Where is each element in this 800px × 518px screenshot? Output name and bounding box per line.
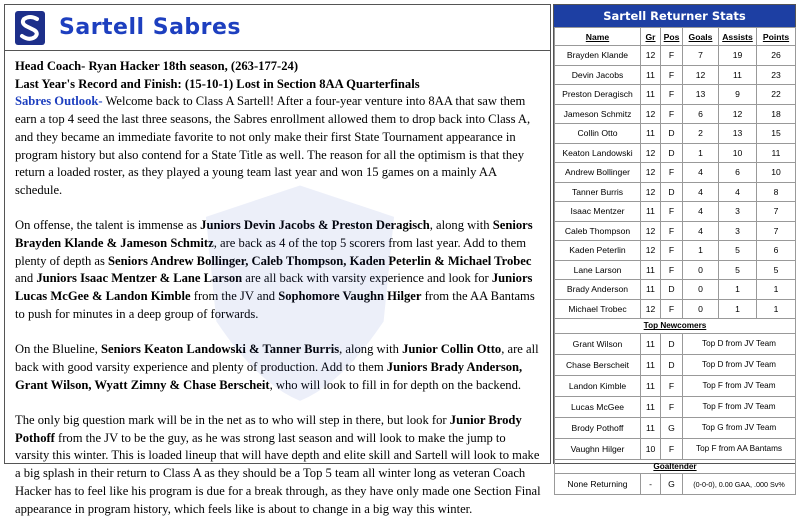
player-points: 22 bbox=[757, 85, 796, 105]
player-position: F bbox=[661, 241, 683, 261]
player-assists: 4 bbox=[719, 182, 757, 202]
offense-segment: Juniors Isaac Mentzer & Lane Larson bbox=[36, 271, 243, 286]
newcomer-row bbox=[555, 438, 796, 459]
goaltender-section-label: Goaltender bbox=[555, 459, 796, 474]
goaltender-note: (0-0-0), 0.00 GAA, .000 Sv% bbox=[683, 474, 796, 495]
outlook-text: Welcome back to Class A Sartell! After a four-year venture into 8AA that saw them earn a top 4 seed the last three seasons, the Sabres enrollment allowed them to drop back into Class A, and they became an immediate favorite to not only make their first State Tournament appearance in program history but also contend for a State Title as well. The reason for all the optimism is that they return a loaded roster, as they played a young team last year and won 15 games on a mainly AA schedule. bbox=[15, 94, 531, 197]
player-goals: 4 bbox=[683, 182, 719, 202]
newcomer-note: Top F from JV Team bbox=[683, 375, 796, 396]
record-line: Last Year's Record and Finish: (15-10-1) Lost in Section 8AA Quarterfinals bbox=[15, 76, 420, 91]
blueline-segment: On the Blueline, bbox=[15, 342, 102, 357]
newcomer-position: D bbox=[661, 354, 683, 375]
newcomer-row bbox=[555, 333, 796, 354]
newcomer-grade: 11 bbox=[641, 354, 661, 375]
player-assists: 5 bbox=[719, 241, 757, 261]
player-points: 15 bbox=[757, 124, 796, 144]
player-grade: 11 bbox=[641, 202, 661, 222]
article-body bbox=[5, 51, 550, 518]
player-position: F bbox=[661, 65, 683, 85]
col-position: Pos bbox=[661, 28, 683, 46]
player-grade: 12 bbox=[641, 104, 661, 124]
newcomer-name: Landon Kimble bbox=[555, 375, 641, 396]
goalie-segment: Junior Brody Pothoff bbox=[15, 413, 522, 445]
offense-segment: , along with bbox=[429, 218, 493, 233]
newcomer-row bbox=[555, 375, 796, 396]
goalie-segment: The only big question mark will be in the net as to who will step in there, but look for bbox=[15, 413, 450, 428]
offense-segment: Juniors Devin Jacobs & Preston Deragisch bbox=[200, 218, 430, 233]
returner-row bbox=[555, 104, 796, 124]
player-position: F bbox=[661, 104, 683, 124]
newcomer-name: Vaughn Hilger bbox=[555, 438, 641, 459]
player-name: Lane Larson bbox=[555, 260, 641, 280]
player-name: Jameson Schmitz bbox=[555, 104, 641, 124]
player-assists: 12 bbox=[719, 104, 757, 124]
returner-row bbox=[555, 202, 796, 222]
stats-title: Sartell Returner Stats bbox=[554, 5, 795, 27]
newcomers-section bbox=[555, 319, 796, 334]
player-grade: 12 bbox=[641, 163, 661, 183]
newcomer-note: Top F from AA Bantams bbox=[683, 438, 796, 459]
newcomer-name: Lucas McGee bbox=[555, 396, 641, 417]
newcomer-note: Top F from JV Team bbox=[683, 396, 796, 417]
player-points: 23 bbox=[757, 65, 796, 85]
goaltender-name: None Returning bbox=[555, 474, 641, 495]
player-goals: 0 bbox=[683, 260, 719, 280]
player-points: 26 bbox=[757, 46, 796, 66]
blueline-segment: Seniors Keaton Landowski & Tanner Burris bbox=[101, 342, 340, 357]
returner-row bbox=[555, 260, 796, 280]
player-points: 5 bbox=[757, 260, 796, 280]
player-name: Caleb Thompson bbox=[555, 221, 641, 241]
player-assists: 5 bbox=[719, 260, 757, 280]
offense-segment: Seniors Andrew Bollinger, Caleb Thompson, Kaden Peterlin & Michael Trobec bbox=[108, 253, 532, 268]
offense-segment: On offense, the talent is immense as bbox=[15, 218, 201, 233]
newcomer-row bbox=[555, 417, 796, 438]
player-goals: 0 bbox=[683, 299, 719, 319]
blueline-segment: , who will look to fill in for depth on the backend. bbox=[269, 377, 522, 392]
newcomer-note: Top D from JV Team bbox=[683, 333, 796, 354]
goaltender-section bbox=[555, 459, 796, 474]
player-grade: 12 bbox=[641, 182, 661, 202]
blueline-segment: Juniors Brady Anderson, Grant Wilson, Wyatt Zimny & Chase Berscheit bbox=[15, 359, 523, 392]
player-goals: 13 bbox=[683, 85, 719, 105]
article-panel bbox=[4, 4, 551, 516]
team-title: Sartell Sabres bbox=[59, 15, 242, 40]
player-points: 11 bbox=[757, 143, 796, 163]
player-goals: 4 bbox=[683, 221, 719, 241]
player-points: 18 bbox=[757, 104, 796, 124]
player-position: F bbox=[661, 85, 683, 105]
player-name: Andrew Bollinger bbox=[555, 163, 641, 183]
outlook-paragraph bbox=[15, 93, 542, 199]
player-grade: 11 bbox=[641, 124, 661, 144]
stats-table bbox=[554, 27, 796, 495]
player-grade: 12 bbox=[641, 241, 661, 261]
player-name: Keaton Landowski bbox=[555, 143, 641, 163]
returner-row bbox=[555, 124, 796, 144]
player-goals: 1 bbox=[683, 241, 719, 261]
returner-row bbox=[555, 65, 796, 85]
player-name: Devin Jacobs bbox=[555, 65, 641, 85]
player-assists: 3 bbox=[719, 221, 757, 241]
player-grade: 12 bbox=[641, 299, 661, 319]
player-points: 7 bbox=[757, 202, 796, 222]
newcomer-note: Top D from JV Team bbox=[683, 354, 796, 375]
newcomer-grade: 10 bbox=[641, 438, 661, 459]
article-header bbox=[5, 5, 550, 51]
goaltender-position: G bbox=[661, 474, 683, 495]
offense-segment: Seniors Brayden Klande & Jameson Schmitz bbox=[15, 218, 533, 251]
returner-row bbox=[555, 221, 796, 241]
player-position: F bbox=[661, 221, 683, 241]
newcomer-grade: 11 bbox=[641, 375, 661, 396]
offense-segment: , are back as 4 of the top 5 scorers from last year. Add to them plenty of depth as bbox=[15, 236, 527, 268]
returner-row bbox=[555, 46, 796, 66]
player-position: D bbox=[661, 124, 683, 144]
returner-row bbox=[555, 182, 796, 202]
offense-paragraph bbox=[15, 217, 542, 323]
player-points: 10 bbox=[757, 163, 796, 183]
offense-segment: from the AA Bantams to push for minutes in a deep group of forwards. bbox=[15, 289, 535, 321]
goaltender-row bbox=[555, 474, 796, 495]
player-position: D bbox=[661, 280, 683, 300]
offense-segment: are all back with varsity experience and look for bbox=[242, 271, 492, 286]
player-position: F bbox=[661, 163, 683, 183]
newcomer-position: F bbox=[661, 438, 683, 459]
player-points: 8 bbox=[757, 182, 796, 202]
col-assists: Assists bbox=[719, 28, 757, 46]
player-name: Kaden Peterlin bbox=[555, 241, 641, 261]
col-points: Points bbox=[757, 28, 796, 46]
stats-body bbox=[555, 46, 796, 495]
player-position: F bbox=[661, 299, 683, 319]
player-points: 1 bbox=[757, 299, 796, 319]
offense-segment: Sophomore Vaughn Hilger bbox=[278, 289, 422, 304]
newcomer-position: F bbox=[661, 396, 683, 417]
player-position: D bbox=[661, 182, 683, 202]
newcomers-section-label: Top Newcomers bbox=[555, 319, 796, 334]
blueline-paragraph bbox=[15, 341, 542, 394]
newcomer-grade: 11 bbox=[641, 417, 661, 438]
col-name: Name bbox=[555, 28, 641, 46]
newcomer-note: Top G from JV Team bbox=[683, 417, 796, 438]
returner-row bbox=[555, 241, 796, 261]
blueline-segment: , along with bbox=[339, 342, 403, 357]
stats-panel bbox=[553, 4, 796, 489]
outlook-label: Sabres Outlook- bbox=[15, 94, 103, 109]
returner-row bbox=[555, 143, 796, 163]
blueline-segment: Junior Collin Otto bbox=[402, 342, 502, 357]
player-points: 6 bbox=[757, 241, 796, 261]
player-name: Tanner Burris bbox=[555, 182, 641, 202]
player-grade: 11 bbox=[641, 260, 661, 280]
player-assists: 9 bbox=[719, 85, 757, 105]
blueline-segment: , are all back with good varsity experience and plenty of production. Add to them bbox=[15, 342, 539, 374]
player-name: Isaac Mentzer bbox=[555, 202, 641, 222]
newcomer-name: Chase Berscheit bbox=[555, 354, 641, 375]
player-grade: 11 bbox=[641, 65, 661, 85]
offense-segment: and bbox=[15, 271, 37, 286]
returner-row bbox=[555, 280, 796, 300]
goalie-paragraph bbox=[15, 412, 542, 518]
newcomer-position: D bbox=[661, 333, 683, 354]
newcomer-grade: 11 bbox=[641, 333, 661, 354]
newcomer-row bbox=[555, 354, 796, 375]
coach-line: Head Coach- Ryan Hacker 18th season, (263-177-24) bbox=[15, 59, 299, 73]
player-goals: 7 bbox=[683, 46, 719, 66]
player-assists: 6 bbox=[719, 163, 757, 183]
player-goals: 4 bbox=[683, 163, 719, 183]
player-goals: 2 bbox=[683, 124, 719, 144]
player-goals: 12 bbox=[683, 65, 719, 85]
player-goals: 1 bbox=[683, 143, 719, 163]
player-assists: 13 bbox=[719, 124, 757, 144]
offense-segment: Juniors Lucas McGee & Landon Kimble bbox=[15, 271, 533, 304]
player-assists: 19 bbox=[719, 46, 757, 66]
player-assists: 11 bbox=[719, 65, 757, 85]
player-grade: 12 bbox=[641, 143, 661, 163]
player-name: Collin Otto bbox=[555, 124, 641, 144]
player-position: F bbox=[661, 202, 683, 222]
returner-row bbox=[555, 85, 796, 105]
col-goals: Goals bbox=[683, 28, 719, 46]
player-position: F bbox=[661, 260, 683, 280]
newcomer-row bbox=[555, 396, 796, 417]
player-goals: 0 bbox=[683, 280, 719, 300]
goalie-segment: from the JV to be the guy, as he was strong last season and will look to make the jump to varsity this winter. This is loaded lineup that will have depth and elite skill and Sartell will look to make a big splash in their return to Class A as they should be a Top 5 team all winter long as veteran Coach Hacker has to feel like his program is due for a break through, as they have only made one Section Final appearance in program history, which feels like is about to change in a big way this winter. bbox=[15, 430, 541, 516]
sabres-s-logo-icon bbox=[15, 11, 45, 45]
player-grade: 12 bbox=[641, 46, 661, 66]
newcomer-grade: 11 bbox=[641, 396, 661, 417]
newcomer-name: Brody Pothoff bbox=[555, 417, 641, 438]
player-assists: 3 bbox=[719, 202, 757, 222]
goaltender-grade: - bbox=[641, 474, 661, 495]
player-assists: 1 bbox=[719, 299, 757, 319]
player-points: 7 bbox=[757, 221, 796, 241]
player-name: Brayden Klande bbox=[555, 46, 641, 66]
returner-row bbox=[555, 163, 796, 183]
player-position: F bbox=[661, 46, 683, 66]
col-grade: Gr bbox=[641, 28, 661, 46]
offense-segment: from the JV and bbox=[190, 289, 279, 304]
player-assists: 1 bbox=[719, 280, 757, 300]
player-grade: 11 bbox=[641, 280, 661, 300]
player-goals: 4 bbox=[683, 202, 719, 222]
newcomer-name: Grant Wilson bbox=[555, 333, 641, 354]
newcomer-position: G bbox=[661, 417, 683, 438]
player-name: Michael Trobec bbox=[555, 299, 641, 319]
stats-header-row bbox=[555, 28, 796, 46]
player-name: Preston Deragisch bbox=[555, 85, 641, 105]
player-points: 1 bbox=[757, 280, 796, 300]
returner-row bbox=[555, 299, 796, 319]
newcomer-position: F bbox=[661, 375, 683, 396]
player-name: Brady Anderson bbox=[555, 280, 641, 300]
player-grade: 11 bbox=[641, 85, 661, 105]
player-goals: 6 bbox=[683, 104, 719, 124]
player-grade: 12 bbox=[641, 221, 661, 241]
player-assists: 10 bbox=[719, 143, 757, 163]
player-position: D bbox=[661, 143, 683, 163]
